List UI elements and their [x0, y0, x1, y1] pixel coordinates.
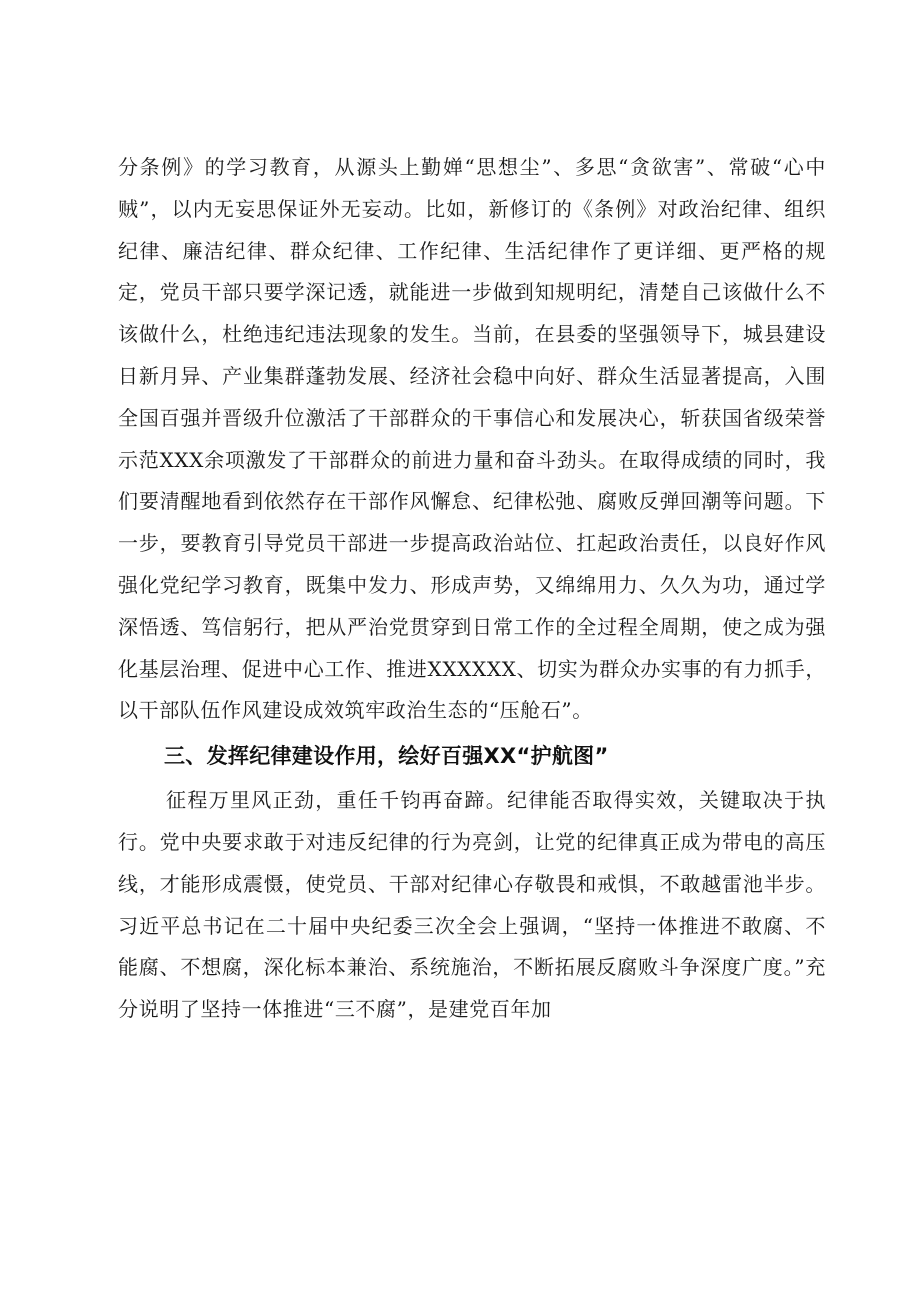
document-body — [118, 147, 826, 1031]
paragraph-continued: 分条例》的学习教育，从源头上勤婵“思想尘”、多思“贪欲害”、常破“心中贼”，以内无妄思保证外无妄动。比如，新修订的《条例》对政治纪律、组织纪律、廉洁纪律、群众纪律、工作纪律、生活纪律作了更详细、更严格的规定，党员干部只要学深记透，就能进一步做到知规明纪，清楚自己该做什么不该做什么，杜绝违纪违法现象的发生。当前，在县委的坚强领导下，城县建设日新月异、产业集群蓬勃发展、经济社会稳中向好、群众生活显著提高，入围全国百强并晋级升位激活了干部群众的干事信心和发展决心，斩获国省级荣誉示范XXX余项激发了干部群众的前进力量和奋斗劲头。在取得成绩的同时，我们要清醒地看到依然存在干部作风懈怠、纪律松弛、腐败反弹回潮等问题。下一步，要教育引导党员干部进一步提高政治站位、扛起政治责任，以良好作风强化党纪学习教育，既集中发力、形成声势，又绵绵用力、久久为功，通过学深悟透、笃信躬行，把从严治党贯穿到日常工作的全过程全周期，使之成为强化基层治理、促进中心工作、推进XXXXXX、切实为群众办实事的有力抓手，以干部队伍作风建设成效筑牢政治生态的“压舱石”。 — [118, 155, 826, 723]
paragraph-section-three: 征程万里风正劲，重任千钧再奋蹄。纪律能否取得实效，关键取决于执行。党中央要求敢于对违反纪律的行为亮剑，让党的纪律真正成为带电的高压线，才能形成震慑，使党员、干部对纪律心存敬畏和戒惧，不敢越雷池半步。习近平总书记在二十届中央纪委三次全会上强调，“坚持一体推进不敢腐、不能腐、不想腐，深化标本兼治、系统施治，不断拓展反腐败斗争深度广度。”充分说明了坚持一体推进“三不腐”，是建党百年加 — [118, 788, 826, 1022]
section-heading: 三、发挥纪律建设作用，绘好百强XX“护航图” — [164, 744, 609, 769]
